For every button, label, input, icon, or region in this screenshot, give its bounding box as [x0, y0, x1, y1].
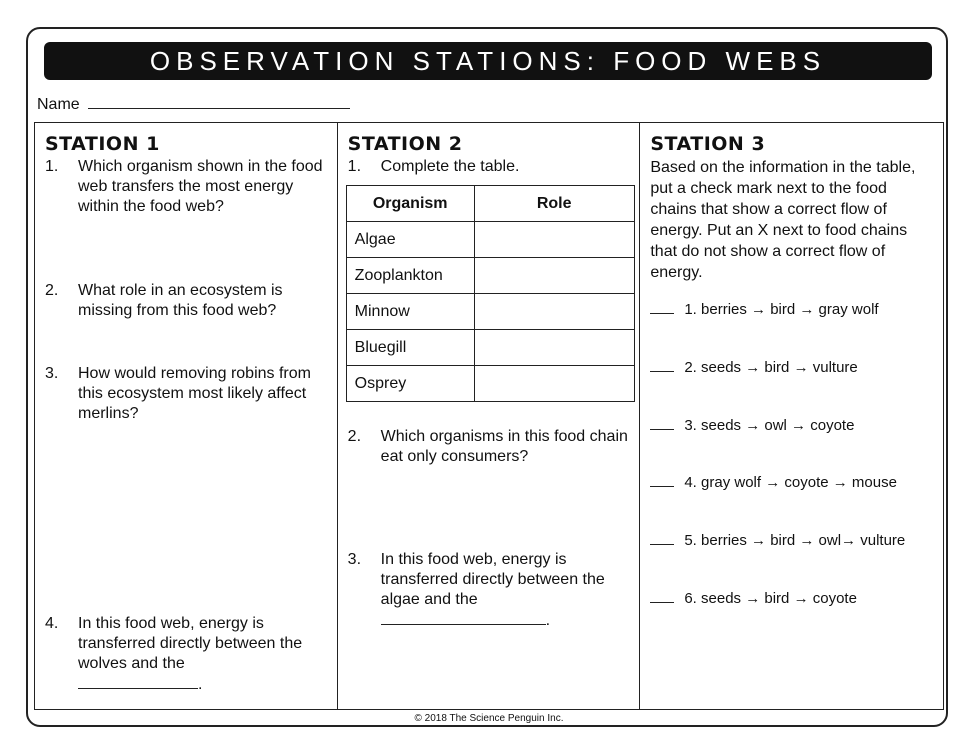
check-blank[interactable]: [650, 532, 674, 545]
check-blank[interactable]: [650, 474, 674, 487]
food-chain-item: 3. seeds → owl → coyote: [650, 417, 854, 434]
station-1-question-3: 3. How would removing robins from this ecosystem most likely affect merlins?: [45, 365, 311, 422]
station-3-instructions: Based on the information in the table, put a check mark next to the food chains that show a correct flow of energy. Put an X next to food chains that do not show a correct flow of energy.: [650, 159, 916, 281]
role-table: [346, 185, 635, 402]
role-cell[interactable]: [474, 222, 634, 258]
name-row: [37, 94, 350, 114]
station-1: [35, 123, 338, 709]
page-title: OBSERVATION STATIONS: FOOD WEBS: [44, 42, 932, 80]
station-1-question-4: 4. In this food web, energy is transferred directly between the wolves and the .: [45, 615, 303, 693]
station-2-question-2: 2. Which organisms in this food chain eat only consumers?: [347, 428, 628, 465]
station-2: [338, 123, 641, 709]
stations-grid: [34, 122, 944, 710]
name-label: Name: [37, 96, 80, 113]
organism-cell: Bluegill: [346, 330, 474, 366]
table-row: [346, 330, 634, 366]
food-chain-item: 4. gray wolf → coyote → mouse: [650, 474, 897, 491]
food-chain-item: 6. seeds → bird → coyote: [650, 590, 857, 607]
station-1-question-2: 2. What role in an ecosystem is missing from this food web?: [45, 282, 283, 319]
station-3-title: STATION 3: [650, 133, 766, 155]
check-blank[interactable]: [650, 301, 674, 314]
table-row: [346, 258, 634, 294]
role-cell[interactable]: [474, 330, 634, 366]
check-blank[interactable]: [650, 417, 674, 430]
food-chain-item: 1. berries → bird → gray wolf: [650, 301, 878, 318]
copyright-footer: © 2018 The Science Penguin Inc.: [414, 713, 564, 724]
answer-blank[interactable]: [381, 610, 546, 625]
organism-cell: Zooplankton: [346, 258, 474, 294]
answer-blank[interactable]: [78, 674, 198, 689]
table-row: [346, 222, 634, 258]
station-3: [640, 123, 943, 709]
check-blank[interactable]: [650, 590, 674, 603]
station-1-question-1: 1. Which organism shown in the food web transfers the most energy within the food web?: [45, 158, 323, 215]
station-2-question-1: 1. Complete the table.: [347, 158, 520, 175]
organism-cell: Osprey: [346, 366, 474, 402]
food-chain-item: 5. berries → bird → owl→ vulture: [650, 532, 905, 549]
role-cell[interactable]: [474, 294, 634, 330]
food-chain-item: 2. seeds → bird → vulture: [650, 359, 857, 376]
table-row: [346, 294, 634, 330]
role-cell[interactable]: [474, 258, 634, 294]
station-2-title: STATION 2: [347, 133, 463, 155]
organism-cell: Algae: [346, 222, 474, 258]
table-header-organism: Organism: [346, 186, 474, 222]
role-cell[interactable]: [474, 366, 634, 402]
station-2-question-3: 3. In this food web, energy is transferred directly between the algae and the .: [347, 551, 605, 629]
station-1-title: STATION 1: [45, 133, 160, 155]
name-field[interactable]: [88, 94, 350, 109]
check-blank[interactable]: [650, 359, 674, 372]
table-row: [346, 366, 634, 402]
organism-cell: Minnow: [346, 294, 474, 330]
table-header-role: Role: [474, 186, 634, 222]
